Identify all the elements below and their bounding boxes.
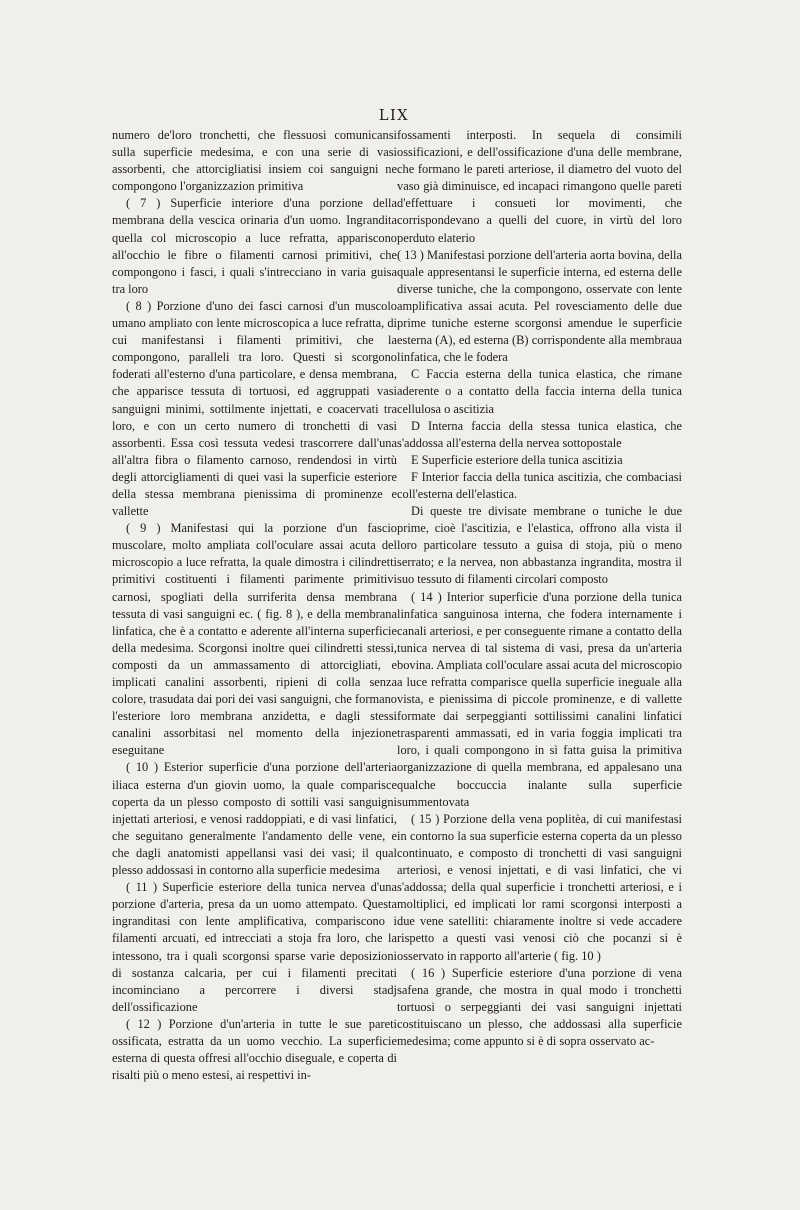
paragraph: E Superficie esteriore della tunica ascitizia [411,452,623,467]
paragraph: fossamenti interposti. In sequela di consimili ossificazioni, e dell'ossificazione d'una delle membrane, che formano le pareti arteriose, il diametro del vuoto del vaso già diminuisce, ed incapaci rimangono quelle pareti d'effettuare i consueti lor movimenti, che corrispondevano a quelli del cuore, in virtù del loro perduto elaterio [397,128,682,245]
paragraph: ( 14 ) Interior superficie d'una porzione della tunica linfatica sanguinosa interna, che fodera internamente i canali arteriosi, e per conseguente rimane a contatto della tunica nervea di tal sistema di vasi, presa da un'arteria bovina. Ampliata coll'oculare assai acuta del microscopio a luce refratta comparisce quella superficie ineguale alla vista, e pienissima di piccole prominenze, e di vallette formate dai serpeggianti sottilissimi canalini linfatici trasparenti ammassati, ed in varia foggia implicati tra loro, i quali compongono in sì fatta guisa la primitiva organizzazione di quella membrana, ed appalesano una qualche boccuccia inalante sulla superficie summentovata [397,589,682,809]
paragraph: ( 13 ) Manifestasi porzione dell'arteria aorta bovina, della quale appresentansi le superficie interna, ed esterna delle diverse tuniche, che la compongono, osservate con lente amplificativa assai acuta. Pel rovesciamento delle due prime tuniche esterne scorgonsi amendue le superficie esterna (A), ed esterna (B) corrispondente alla membraua linfatica, che le fodera [397,247,682,365]
paragraph: ( 7 ) Superficie interiore d'una porzione della membrana della vescica orinaria d'un uomo. Ingrandita quella col microscopio a luce refratta, appariscono all'occhio le fibre o filamenti carnosi primitivi, che compongono i fasci, i quali s'intrecciano in varia guisa tra loro [112,196,397,296]
paragraph: Di queste tre divisate membrane o tuniche le due prime, cioè l'ascitizia, e l'elastica, offrono alla vista il loro particolare tessuto a guisa di stoja, più o meno serrato; e la nervea, non abbastanza ingrandita, mostra il suo tessuto di filamenti circolari composto [397,504,682,587]
paragraph: ( 10 ) Esterior superficie d'una porzione dell'arteria iliaca esterna d'un giovin uomo, la quale comparisce coperta da un plesso composto di sottili vasi sanguigni injettati arteriosi, e venosi raddoppiati, e di vasi linfatici, che seguitano generalmente l'andamento delle vene, e che dagli anatomisti appellansi vasi dei vasi; il qual plesso addossasi in contorno alla superficie medesima [112,760,397,878]
right-column [397,127,682,1050]
paragraph: ( 8 ) Porzione d'uno dei fasci carnosi d'un muscolo umano ampliato con lente microscopica a luce refratta, di cui manifestansi i filamenti primitivi, che la compongono, paralleli tra loro. Questi si scorgono foderati all'esterno d'una particolare, e densa membrana, che apparisce tessuta di tortuosi, ed aggruppati vasi sanguigni minimi, sottilmente injettati, e coacervati tra loro, e con un certo numero di tronchetti di vasi assorbenti. Essa così tessuta vedesi trascorrere dall'una all'altra fibra o filamento carnoso, rendendosi in virtù degli attorcigliamenti di quei vasi la superficie esteriore della stessa membrana pienissima di prominenze e vallette [112,298,397,519]
paragraph: D Interna faccia della stessa tunica elastica, che s'addossa all'esterna della nervea sottopostale [397,418,682,450]
left-column [112,127,397,1084]
paragraph: ( 11 ) Superficie esteriore della tunica nervea d'una porzione d'arteria, presa da un uomo attempato. Questa ingranditasi con lente amplificativa, compariscono i filamenti arcuati, ed intrecciati a stoja fra loro, che la intessono, tra i quali scorgonsi sparse varie deposizioni di sostanza calcaria, per cui i filamenti precitati incominciano a percorrere i diversi stadj dell'ossificazione [112,880,397,1014]
paragraph: ( 16 ) Superficie esteriore d'una porzione di vena safena grande, che mostra in qual modo i tronchetti tortuosi o serpeggianti dei vasi sanguigni injettati costituiscano un plesso, che addossasi alla superficie medesima; come appunto si è di sopra osservato ac- [397,965,682,1048]
paragraph: F Interior faccia della tunica ascitizia, che combaciasi coll'esterna dell'elastica. [397,469,682,501]
paragraph: ( 15 ) Porzione della vena poplitèa, di cui manifestasi in contorno la sua superficie esterna coperta da un plesso continuato, e composto di tronchetti di vasi sanguigni arteriosi, e venosi injettati, e di vasi linfatici, che vi s'addossa; della qual superficie i tronchetti arteriosi, e i moltiplici, ed implicati lor rami scorgonsi interposti a due vene satelliti: chiaramente inoltre si vede accadere rispetto a questi vasi venosi ciò che pocanzi si è osservato in rapporto all'arterie ( fig. 10 ) [397,811,682,963]
paragraph: numero de'loro tronchetti, che flessuosi comunicansi sulla superficie medesima, e con una serie di vasi assorbenti, che attorcigliatisi insiem coi sanguigni ne compongono l'organizzazion primitiva [112,128,397,194]
paragraph: ( 12 ) Porzione d'un'arteria in tutte le sue pareti ossificata, estratta da un uomo vecchio. La superficie esterna di questa offresi all'occhio diseguale, e coperta di risalti più o meno estesi, ai respettivi in- [112,1016,397,1083]
page-number: LIX [378,108,410,124]
paragraph: ( 9 ) Manifestasi qui la porzione d'un fascio muscolare, molto ampliata coll'oculare assai acuta del microscopio a luce refratta, la quale dimostra i cilindretti primitivi costituenti i filamenti parimente primitivi carnosi, spogliati della surriferita densa membrana tessuta di vasi sanguigni ec. ( fig. 8 ), e della membrana linfatica, che è a contatto e aderente all'interna superficie della medesima. Scorgonsi inoltre quei cilindretti stessi, composti da un ammassamento di attorcigliati, e implicati canalini assorbenti, ripieni di colla senza colore, trasudata dai pori dei vasi sanguigni, che formano l'esteriore loro membrana anzidetta, e dagli stessi canalini assorbitasi nel momento della injezione eseguitane [112,521,397,758]
paragraph: C Faccia esterna della tunica elastica, che rimane aderente o a contatto della faccia interna della tunica cellulosa o ascitizia [397,367,682,416]
